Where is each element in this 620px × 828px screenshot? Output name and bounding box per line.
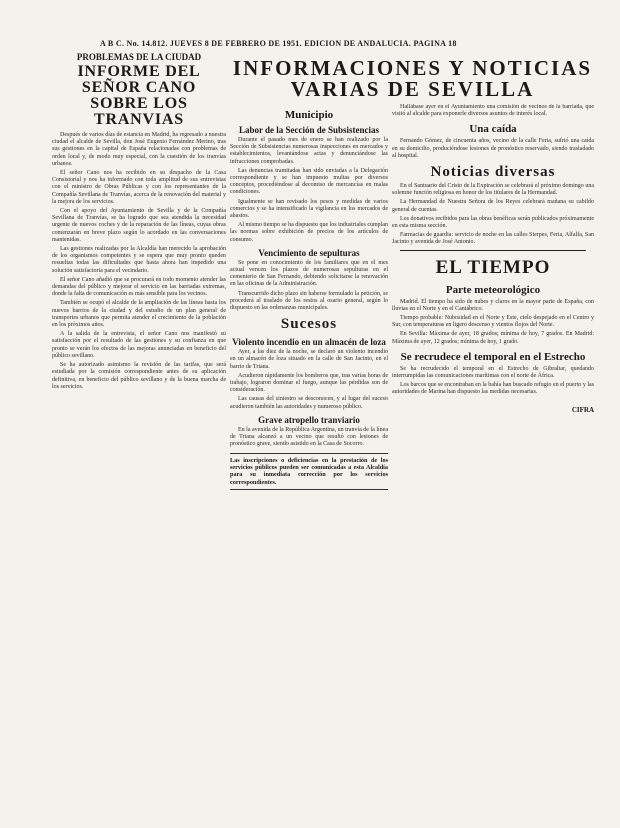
news-agency-signature: CIFRA	[571, 405, 594, 414]
boxed-note: Las inscripciones o deficiencias en la prestación de los servicios públicos pueden ser comunicadas a esta Alcaldía para su inmediata corrección por los servicios correspondientes.	[230, 453, 388, 491]
article-paragraph: Se ha recrudecido el temporal en el Estrecho de Gibraltar, quedando interrumpidas las comunicaciones marítimas con el norte de África.	[392, 365, 594, 380]
subhead-sepulturas: Vencimiento de sepulturas	[258, 247, 360, 258]
article-paragraph: Madrid. El tiempo ha sido de nubes y claros en la mayor parte de España, con lluvias en el Norte y en el Cantábrico.	[392, 298, 594, 312]
article-paragraph: En la avenida de la República Argentina, un tranvía de la línea de Triana alcanzó a un vecino que resultó con lesiones de pronóstico grave, siendo asistido en la Casa de Socorro.	[230, 426, 388, 448]
article-paragraph: La Hermandad de Nuestra Señora de los Reyes celebrará mañana su cabildo general de cuentas.	[392, 199, 594, 213]
article-paragraph: El señor Cano nos ha recibido en su despacho de la Casa Consistorial y nos ha informado con toda amplitud de sus entrevistas con el ministro de Obras Públicas y con los representantes de la Compañía Sevillana de Tranvías, acerca de la renovación del material y la mejora de los servicios.	[52, 170, 226, 205]
left-column	[52, 52, 226, 822]
article-paragraph: Hallábase ayer en el Ayuntamiento una comisión de vecinos de la barriada, que visitó al alcalde para exponerle diversos asuntos de interés local.	[392, 104, 594, 118]
article-paragraph: Se pone en conocimiento de los familiares que en el mes actual vencen los plazos de numerosas sepulturas en el cementerio de San Fernando, debiendo solicitarse la renovación en las oficinas de la Administración.	[230, 259, 388, 288]
subhead-atropello: Grave atropello tranviario	[258, 414, 360, 425]
article-paragraph: Las denuncias tramitadas han sido enviadas a la Delegación correspondiente y se han impuesto multas por diversos conceptos, procediéndose al decomiso de mercancías en malas condiciones.	[230, 167, 388, 196]
tranvias-headline: INFORME DEL SEÑOR CANO SOBRE LOS TRANVIAS	[77, 63, 201, 128]
article-paragraph: Acudieron rápidamente los bomberos que, tras varias horas de trabajo, lograron dominar el fuego, aunque las pérdidas son de consideración.	[230, 372, 388, 394]
divider	[400, 250, 586, 251]
subhead-subsistencias: Labor de la Sección de Subsistencias	[238, 125, 380, 135]
middle-column	[230, 104, 388, 822]
section-kicker: PROBLEMAS DE LA CIUDAD	[76, 52, 202, 62]
article-paragraph: En Sevilla: Máxima de ayer, 18 grados; mínima de hoy, 7 grados. En Madrid: Máxima de ayer, 12 grados; mínima de hoy, 1 grado.	[392, 331, 594, 345]
article-paragraph: Igualmente se han revisado los pesos y medidas de varios comercios y se ha intensificado la vigilancia en los mercados de abastos.	[230, 198, 388, 220]
article-paragraph: Se ha autorizado asimismo la revisión de las tarifas, que será estudiada por la comisión correspondiente antes de su aplicación definitiva, en beneficio del público sevillano y de la buena marcha de los servicios.	[52, 362, 226, 390]
article-paragraph: Los donativos recibidos para las obras benéficas serán publicados próximamente en esta misma sección.	[392, 215, 594, 230]
article-paragraph: Las causas del siniestro se desconocen, y al lugar del suceso acudieron también las autoridades y numeroso público.	[230, 396, 388, 410]
article-paragraph: Ayer, a las diez de la noche, se declaró un violento incendio en un almacén de loza situado en la calle de San Jacinto, en el barrio de Triana.	[230, 349, 388, 370]
article-paragraph: El señor Cano añadió que se procurará en todo momento atender las demandas del público y mejorar el servicio en las barriadas extremas, donde la falta de comunicación es más sensible para los vecinos.	[52, 276, 226, 298]
article-paragraph: Al mismo tiempo se ha dispuesto que los industriales cumplan las normas sobre exhibición de precios de los artículos de consumo.	[230, 222, 388, 243]
main-banner-headline: INFORMACIONES Y NOTICIAS VARIAS DE SEVILLA	[232, 56, 593, 101]
subhead-temporal: Se recrudece el temporal en el Estrecho	[400, 350, 586, 363]
article-paragraph: Después de varios días de estancia en Madrid, ha regresado a nuestra ciudad el alcalde de Sevilla, don José Eugenio Fernández Merino, tras sus gestiones en la capital de España relacionadas con problemas de orden local y, de modo muy especial, con la cuestión de los tranvías urbanos.	[52, 132, 226, 167]
article-paragraph: Farmacias de guardia: servicio de noche en las calles Sierpes, Feria, Alfalfa, San Jacinto y avenida de José Antonio.	[392, 232, 594, 246]
article-paragraph: Fernando Gómez, de cincuenta años, vecino de la calle Feria, sufrió una caída en su domicilio, produciéndose lesiones de pronóstico reservado, siendo trasladado al hospital.	[392, 138, 594, 159]
article-paragraph: Tiempo probable: Nubosidad en el Norte y Este, cielo despejado en el Centro y Sur, con temperaturas en ligero descenso y vientos flojos del Norte.	[392, 315, 594, 329]
article-paragraph: A la salida de la entrevista, el señor Cano nos manifestó su satisfacción por el resultado de las gestiones y su confianza en que pronto se verán los efectos de las mejoras anunciadas en beneficio del público sevillano.	[52, 331, 226, 359]
subhead-caida: Una caída	[469, 123, 517, 136]
subhead-noticias-diversas: Noticias diversas	[430, 164, 556, 181]
subhead-parte-meteorologico: Parte meteorológico	[445, 283, 541, 296]
article-paragraph: Los barcos que se encontraban en la bahía han buscado refugio en el puerto y las autoridades de Marina han dispuesto las medidas necesarias.	[392, 382, 594, 396]
article-paragraph: Con el apoyo del Ayuntamiento de Sevilla y de la Compañía Sevillana de Tranvías, se ha logrado que sea atendida la necesidad urgente de nuevos coches y de la reparación de las líneas, cuyas obras comenzarán en breve plazo según lo acordado en las conversaciones mantenidas.	[52, 208, 226, 243]
article-paragraph: También se ocupó el alcalde de la ampliación de las líneas hasta los nuevos barrios de la ciudad y del estudio de un plan general de transportes urbanos que permita atender el crecimiento de la población en los próximos años.	[52, 300, 226, 329]
article-paragraph: Las gestiones realizadas por la Alcaldía han merecido la aprobación de los organismos competentes y se espera que muy pronto queden resueltas todas las dificultades que hasta ahora han impedido una solución satisfactoria para el vecindario.	[52, 246, 226, 274]
article-paragraph: Transcurrido dicho plazo sin haberse formulado la petición, se procederá al traslado de los restos al osario general, según lo dispuesto en las ordenanzas municipales.	[230, 290, 388, 312]
section-title-municipio: Municipio	[284, 109, 334, 121]
right-column	[392, 104, 594, 822]
section-title-sucesos: Sucesos	[280, 316, 338, 333]
subhead-incendio: Violento incendio en un almacén de loza	[232, 337, 386, 348]
article-paragraph: En el Santuario del Cristo de la Expiración se celebrará el próximo domingo una solemne función religiosa en honor de los titulares de la Hermandad.	[392, 183, 594, 197]
page-header: A B C. No. 14.812. JUEVES 8 DE FEBRERO DE 1951. EDICION DE ANDALUCIA. PAGINA 18	[100, 39, 457, 48]
weather-headline: EL TIEMPO	[435, 256, 551, 278]
article-paragraph: Durante el pasado mes de enero se han realizado por la Sección de Subsistencias numerosas inspecciones en mercados y establecimientos, levantándose actas y denunciándose las infracciones comprobadas.	[230, 137, 388, 165]
